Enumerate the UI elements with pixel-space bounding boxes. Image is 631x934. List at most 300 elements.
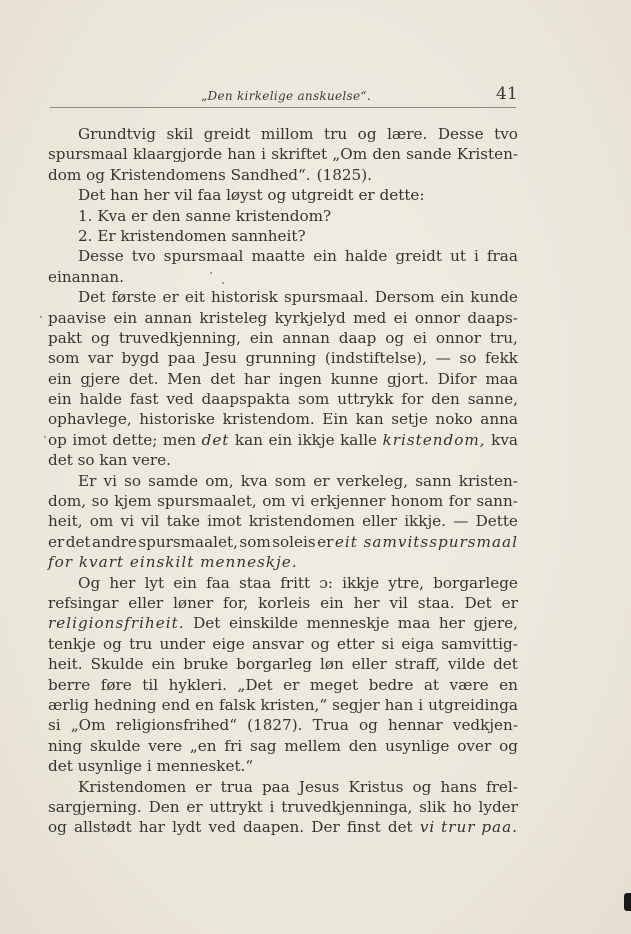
word: vil xyxy=(141,512,160,531)
word: Og xyxy=(78,573,101,592)
word: kva xyxy=(240,471,268,490)
word: so xyxy=(124,471,142,490)
word: ein xyxy=(48,390,72,409)
word: ning xyxy=(48,736,83,755)
word: (1825). xyxy=(316,165,372,184)
word: spursmaalet, xyxy=(138,532,238,551)
word: erkjenner xyxy=(310,492,386,511)
text-line xyxy=(48,185,518,205)
word: Dersom xyxy=(374,288,435,307)
word: bedre xyxy=(368,675,414,694)
word: spursmaal. xyxy=(283,288,369,307)
text-line xyxy=(48,226,518,246)
word: grunning xyxy=(245,349,317,368)
word: og xyxy=(103,634,122,653)
word: skulde xyxy=(90,736,141,755)
word: Desse xyxy=(437,125,484,143)
text-line xyxy=(48,369,518,389)
word: sargjerning. xyxy=(48,797,142,816)
text-line xyxy=(48,695,518,715)
word: tru, xyxy=(489,328,518,347)
text-line xyxy=(48,532,518,552)
word: „Om xyxy=(70,716,106,735)
word: i xyxy=(269,797,275,816)
word: Det xyxy=(193,614,221,633)
word: borgarlege xyxy=(433,573,518,592)
paper-speck xyxy=(40,316,42,318)
word: kalle xyxy=(340,430,378,449)
word: ytre, xyxy=(388,573,425,592)
word: — xyxy=(435,349,451,368)
word: og xyxy=(48,818,67,837)
word: truvedkjenninga, xyxy=(281,797,413,816)
word: tenkje xyxy=(48,634,96,653)
word: kjem xyxy=(114,492,152,511)
word: det usynlige i mennesket.“ xyxy=(48,757,254,776)
word: hans xyxy=(440,777,477,796)
word: hykleri. xyxy=(168,675,227,694)
word: historisk xyxy=(211,288,278,307)
word: for, xyxy=(223,593,249,612)
word: ein xyxy=(320,593,344,612)
word: ein xyxy=(313,247,337,266)
word: (1827). xyxy=(247,716,303,735)
word: ein xyxy=(268,430,293,449)
word: det xyxy=(65,532,91,551)
text-line xyxy=(48,267,518,287)
word: uttrykt xyxy=(209,797,263,816)
running-title: „Den kirkelige anskuelse“. xyxy=(201,89,371,103)
text-line xyxy=(48,715,518,735)
word: gjere, xyxy=(473,614,518,633)
text-line xyxy=(48,736,518,756)
word: og xyxy=(359,716,378,735)
word: ærlig xyxy=(48,695,89,714)
word: sann xyxy=(415,471,452,490)
word: einannan. xyxy=(48,267,124,286)
text-line xyxy=(48,409,518,429)
word: verkeleg, xyxy=(336,471,409,490)
word: eige xyxy=(212,634,245,653)
word: og xyxy=(357,125,377,143)
word: take xyxy=(166,512,200,531)
word: har xyxy=(243,369,271,388)
word: bruke xyxy=(183,655,229,674)
word: ein xyxy=(48,369,72,388)
word: sande xyxy=(406,145,452,164)
word: tvo xyxy=(494,125,518,143)
word: kyrkjelyd xyxy=(274,308,346,327)
text-line xyxy=(48,593,518,613)
word: berre xyxy=(48,675,91,694)
word: ho xyxy=(452,797,472,816)
emphasis: det xyxy=(201,430,230,449)
word: trua xyxy=(220,777,253,796)
word: paa xyxy=(261,777,290,796)
word: er xyxy=(313,471,330,490)
word: segjer xyxy=(332,695,380,714)
word: føre xyxy=(100,675,132,694)
word: ein xyxy=(249,328,274,347)
word: her xyxy=(109,573,136,592)
word: paavise xyxy=(48,308,107,327)
text-line xyxy=(48,287,518,307)
word: so xyxy=(459,349,477,368)
word: daapspakta xyxy=(201,390,291,409)
paper-speck xyxy=(222,282,224,284)
word: lydt xyxy=(172,818,202,837)
word: var xyxy=(87,349,113,368)
paper-speck xyxy=(210,272,212,274)
word: greidt xyxy=(395,247,443,266)
word: er xyxy=(501,593,518,612)
word: 2. Er kristendomen sannheit? xyxy=(78,226,306,245)
word: 1. Kva er den sanne kristendom? xyxy=(78,206,332,225)
text-line xyxy=(48,613,518,633)
word: tvo xyxy=(131,247,156,266)
text-line xyxy=(48,328,518,348)
paper-speck xyxy=(44,436,46,438)
word: om, xyxy=(205,471,234,490)
word: kunne xyxy=(330,369,379,388)
word: millom xyxy=(260,125,314,143)
word: samvittig- xyxy=(441,634,518,653)
word: ein xyxy=(151,655,176,674)
text-line xyxy=(48,491,518,511)
word: Der xyxy=(311,818,340,837)
emphasis: vi trur paa. xyxy=(419,818,518,837)
word: er xyxy=(283,675,300,694)
text-line xyxy=(48,817,518,837)
word: Men xyxy=(167,369,202,388)
word: annan xyxy=(282,328,330,347)
word: vi xyxy=(291,492,305,511)
word: kristendom. xyxy=(222,410,315,429)
emphasis: eit samvitsspursmaal xyxy=(334,532,518,551)
text-line xyxy=(48,348,518,368)
word: kristeleg xyxy=(199,308,268,327)
word: vil xyxy=(389,593,408,612)
word: Dette xyxy=(475,512,518,531)
word: er xyxy=(195,777,212,796)
word: eller xyxy=(128,593,164,612)
text-line xyxy=(48,450,518,470)
word: soleis xyxy=(272,532,316,551)
emphasis: for kvart einskilt menneskje. xyxy=(48,553,298,572)
word: lyder xyxy=(478,797,518,816)
text-line xyxy=(48,511,518,531)
word: maa xyxy=(485,369,518,388)
word: noko xyxy=(435,410,473,429)
word: einskilde xyxy=(228,614,299,633)
word: kristen- xyxy=(458,471,518,490)
word: hennar xyxy=(388,716,443,735)
word: Difor xyxy=(437,369,477,388)
word: det so kan vere. xyxy=(48,451,171,470)
word: det xyxy=(387,818,413,837)
word: anna xyxy=(480,410,518,429)
word: eller xyxy=(362,512,398,531)
word: vilde xyxy=(448,655,486,674)
word: religionsfrihed“ xyxy=(115,716,237,735)
word: Kristen- xyxy=(456,145,518,164)
text-line xyxy=(48,165,518,185)
word: fekk xyxy=(484,349,518,368)
text-line xyxy=(48,797,518,817)
word: ei xyxy=(413,328,427,347)
word: mellem xyxy=(284,736,341,755)
word: staa. xyxy=(417,593,455,612)
word: det. xyxy=(128,369,159,388)
word: skil xyxy=(166,125,194,143)
word: menneskje xyxy=(306,614,390,633)
word: daap xyxy=(338,328,377,347)
word: ɔ: xyxy=(319,573,333,592)
word: som xyxy=(239,532,271,551)
word: han xyxy=(227,145,256,164)
word: den xyxy=(372,145,401,164)
word: og xyxy=(385,328,405,347)
word: Den xyxy=(148,797,180,816)
word: refsingar xyxy=(48,593,119,612)
text-line xyxy=(48,206,518,226)
word: Ein xyxy=(322,410,349,429)
word: bygd xyxy=(121,349,160,368)
word: under xyxy=(159,634,206,653)
word: Det xyxy=(464,593,492,612)
word: om xyxy=(89,512,114,531)
word: ikkje. xyxy=(404,512,446,531)
page-number: 41 xyxy=(496,84,518,104)
word: for xyxy=(448,492,471,511)
word: sag xyxy=(249,736,277,755)
word: lyt xyxy=(144,573,165,592)
word: en xyxy=(195,695,214,714)
word: hedning xyxy=(94,695,157,714)
word: si xyxy=(381,634,395,653)
word: her xyxy=(353,593,380,612)
word: eiga xyxy=(401,634,435,653)
word: tru xyxy=(129,634,153,653)
edge-mark xyxy=(624,893,631,911)
word: han xyxy=(384,695,414,714)
word: kristen,“ xyxy=(260,695,328,714)
word: er xyxy=(48,532,65,551)
word: paa xyxy=(167,349,196,368)
word: fri xyxy=(224,736,243,755)
word: daaps- xyxy=(467,308,518,327)
word: Skulde xyxy=(90,655,144,674)
word: halde xyxy=(79,390,122,409)
word: Er xyxy=(78,471,97,490)
word: etter xyxy=(336,634,375,653)
word: meget xyxy=(309,675,359,694)
word: at xyxy=(423,675,439,694)
word: si xyxy=(48,716,61,735)
word: Jesu xyxy=(204,349,237,368)
word: vi xyxy=(103,471,117,490)
word: falsk xyxy=(218,695,256,714)
word: imot xyxy=(207,512,242,531)
text-line xyxy=(48,308,518,328)
word: er xyxy=(317,532,334,551)
word: halde xyxy=(344,247,388,266)
word: maa xyxy=(397,614,431,633)
word: en xyxy=(499,675,518,694)
word: onnor xyxy=(414,308,461,327)
word: Desse xyxy=(78,247,124,266)
word: vere xyxy=(148,736,183,755)
text-line xyxy=(48,756,518,776)
text-line xyxy=(48,654,518,674)
word: spursmaal xyxy=(48,145,128,164)
word: løner xyxy=(173,593,214,612)
text-line xyxy=(48,144,518,164)
word: utgreidinga xyxy=(428,695,518,714)
word: over xyxy=(457,736,492,755)
emphasis: kristendom, xyxy=(382,430,486,449)
text-line xyxy=(48,471,518,491)
word: første xyxy=(111,288,157,307)
word: annan xyxy=(144,308,192,327)
word: maatte xyxy=(251,247,306,266)
word: borgarleg xyxy=(236,655,312,674)
word: ved xyxy=(166,390,194,409)
word: „en xyxy=(189,736,217,755)
word: er xyxy=(186,797,203,816)
word: lære. xyxy=(387,125,428,143)
word: samde xyxy=(148,471,199,490)
word: fast xyxy=(129,390,159,409)
word: som xyxy=(274,471,307,490)
word: straff, xyxy=(394,655,441,674)
word: fraa xyxy=(486,247,518,266)
word: op xyxy=(48,430,67,449)
word: som xyxy=(297,390,330,409)
word: staa xyxy=(239,573,272,592)
word: for xyxy=(401,390,424,409)
word: og xyxy=(412,777,432,796)
word: gjort. xyxy=(387,369,429,388)
word: om xyxy=(262,492,286,511)
text-line xyxy=(48,552,518,572)
word: skriftet xyxy=(271,145,328,164)
word: det xyxy=(210,369,236,388)
word: finst xyxy=(346,818,381,837)
word: Det han her vil faa løyst og utgreidt er dette: xyxy=(78,186,425,205)
word: eit xyxy=(184,288,205,307)
text-line xyxy=(48,675,518,695)
text-line xyxy=(48,389,518,409)
word: pakt xyxy=(48,328,83,347)
word: usynlige xyxy=(385,736,450,755)
word: ein xyxy=(113,308,138,327)
word: Grundtvig xyxy=(78,125,156,143)
word: og xyxy=(499,736,518,755)
word: ut xyxy=(450,247,466,266)
word: setje xyxy=(391,410,428,429)
word: sanne, xyxy=(467,390,518,409)
word: kan xyxy=(355,410,384,429)
word: fritt xyxy=(280,573,311,592)
word: den xyxy=(431,390,460,409)
word: men xyxy=(162,430,197,449)
word: ansvar xyxy=(252,634,304,653)
word: sann- xyxy=(476,492,518,511)
word: eller xyxy=(351,655,387,674)
word: dette; xyxy=(112,430,158,449)
word: heit, xyxy=(48,512,83,531)
text-line xyxy=(48,634,518,654)
word: dom, xyxy=(48,492,87,511)
word: vi xyxy=(120,512,134,531)
body-text xyxy=(48,124,518,838)
word: i xyxy=(474,247,479,266)
word: være xyxy=(449,675,489,694)
word: imot xyxy=(72,430,107,449)
word: og xyxy=(91,328,110,347)
word: Kristendomen xyxy=(78,777,187,796)
word: ikkje xyxy=(297,430,335,449)
word: har xyxy=(138,818,165,837)
word: det xyxy=(493,655,518,674)
word: som xyxy=(48,349,80,368)
word: andre xyxy=(92,532,137,551)
word: uttrykk xyxy=(337,390,394,409)
word: so xyxy=(91,492,109,511)
word: „Om xyxy=(332,145,368,164)
word: end xyxy=(161,695,191,714)
word: klaargjorde xyxy=(132,145,222,164)
emphasis: religionsfriheit. xyxy=(48,614,185,633)
word: ved xyxy=(208,818,236,837)
word: løn xyxy=(319,655,344,674)
word: kan xyxy=(234,430,263,449)
word: ophavlege, xyxy=(48,410,132,429)
word: Kristus xyxy=(348,777,404,796)
word: den xyxy=(348,736,378,755)
word: Jesus xyxy=(298,777,340,796)
word: spursmaalet, xyxy=(157,492,257,511)
word: gjere xyxy=(80,369,121,388)
word: allstødt xyxy=(74,818,132,837)
word: Det xyxy=(78,288,106,307)
word: til xyxy=(142,675,159,694)
word: daapen. xyxy=(242,818,305,837)
word: frel- xyxy=(486,777,518,796)
word: vedkjen- xyxy=(452,716,518,735)
word: historiske xyxy=(139,410,216,429)
word: spursmaal xyxy=(163,247,244,266)
word: og xyxy=(310,634,330,653)
word: Trua xyxy=(312,716,349,735)
text-line xyxy=(48,246,518,266)
word: ei xyxy=(393,308,408,327)
word: kunde xyxy=(470,288,518,307)
word: ikkje xyxy=(342,573,380,592)
word: faa xyxy=(206,573,230,592)
text-line: op imot dette; men det kan ein ikkje kalle kristendom, kva xyxy=(48,430,518,449)
word: her xyxy=(438,614,465,633)
text-line xyxy=(48,573,518,593)
word: kristendomen xyxy=(248,512,355,531)
word: i xyxy=(261,145,266,164)
word: i xyxy=(418,695,424,714)
word: „Det xyxy=(237,675,273,694)
header-rule xyxy=(50,107,516,108)
word: ingen xyxy=(278,369,322,388)
word: dom og Kristendomens Sandhed“. xyxy=(48,165,311,184)
